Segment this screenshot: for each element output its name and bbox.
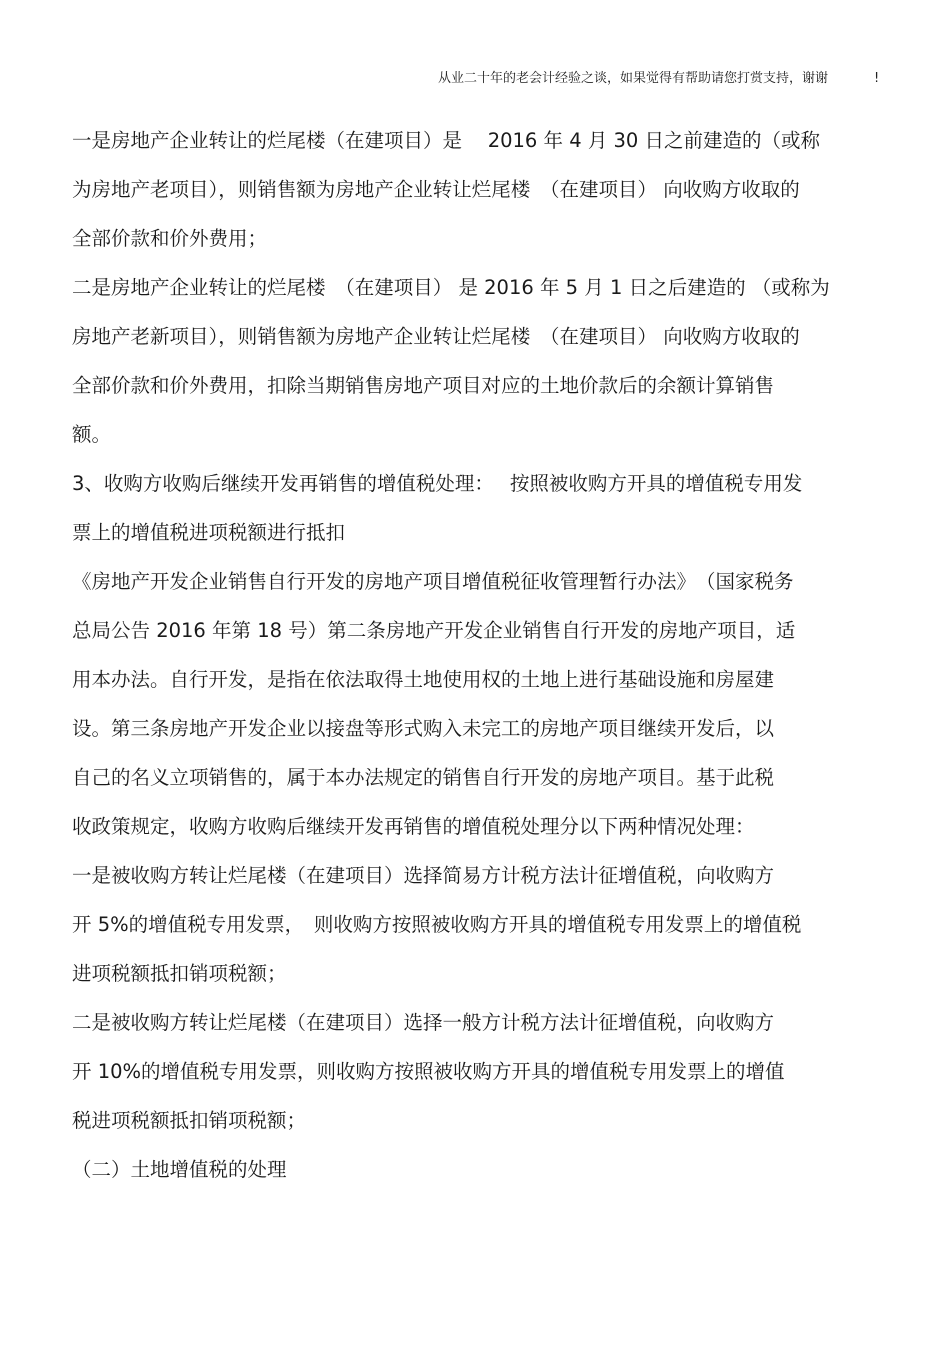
section-heading: （二）土地增值税的处理 <box>72 1158 287 1181</box>
body-line: 一是房地产企业转让的烂尾楼（在建项目）是 2016 年 4 月 30 日之前建造的（或称 <box>72 129 821 152</box>
body-line: 3、收购方收购后继续开发再销售的增值税处理： 按照被收购方开具的增值税专用发 <box>72 472 803 495</box>
body-line: 设。第三条房地产开发企业以接盘等形式购入未完工的房地产项目继续开发后，以 <box>72 717 775 740</box>
body-line: 全部价款和价外费用； <box>72 227 268 250</box>
body-line: 一是被收购方转让烂尾楼（在建项目）选择简易方计税方法计征增值税，向收购方 <box>72 864 775 887</box>
body-line: 二是被收购方转让烂尾楼（在建项目）选择一般方计税方法计征增值税，向收购方 <box>72 1011 775 1034</box>
body-line: 进项税额抵扣销项税额； <box>72 962 287 985</box>
header-exclamation: ! <box>874 71 880 86</box>
header-note <box>438 70 888 88</box>
body-line: 票上的增值税进项税额进行抵扣 <box>72 521 346 544</box>
body-line: 用本办法。自行开发，是指在依法取得土地使用权的土地上进行基础设施和房屋建 <box>72 668 775 691</box>
body-line: 为房地产老项目），则销售额为房地产企业转让烂尾楼 （在建项目） 向收购方收取的 <box>72 178 800 201</box>
document-body <box>72 121 877 1199</box>
header-note-text: 从业二十年的老会计经验之谈，如果觉得有帮助请您打赏支持，谢谢 <box>438 71 829 86</box>
body-line: 自己的名义立项销售的，属于本办法规定的销售自行开发的房地产项目。基于此税 <box>72 766 775 789</box>
body-line: 额。 <box>72 423 112 446</box>
body-line: 开 5%的增值税专用发票， 则收购方按照被收购方开具的增值税专用发票上的增值税 <box>72 913 802 936</box>
body-line: 房地产老新项目），则销售额为房地产企业转让烂尾楼 （在建项目） 向收购方收取的 <box>72 325 800 348</box>
body-line: 收政策规定，收购方收购后继续开发再销售的增值税处理分以下两种情况处理： <box>72 815 755 838</box>
body-line: 全部价款和价外费用，扣除当期销售房地产项目对应的土地价款后的余额计算销售 <box>72 374 775 397</box>
body-line: 二是房地产企业转让的烂尾楼 （在建项目） 是 2016 年 5 月 1 日之后建造的 （或称为 <box>72 276 830 299</box>
body-line: 开 10%的增值税专用发票，则收购方按照被收购方开具的增值税专用发票上的增值 <box>72 1060 785 1083</box>
body-line: 总局公告 2016 年第 18 号）第二条房地产开发企业销售自行开发的房地产项目，适 <box>72 619 796 642</box>
body-line: 《房地产开发企业销售自行开发的房地产项目增值税征收管理暂行办法》 （国家税务 <box>72 570 794 593</box>
body-line: 税进项税额抵扣销项税额； <box>72 1109 307 1132</box>
